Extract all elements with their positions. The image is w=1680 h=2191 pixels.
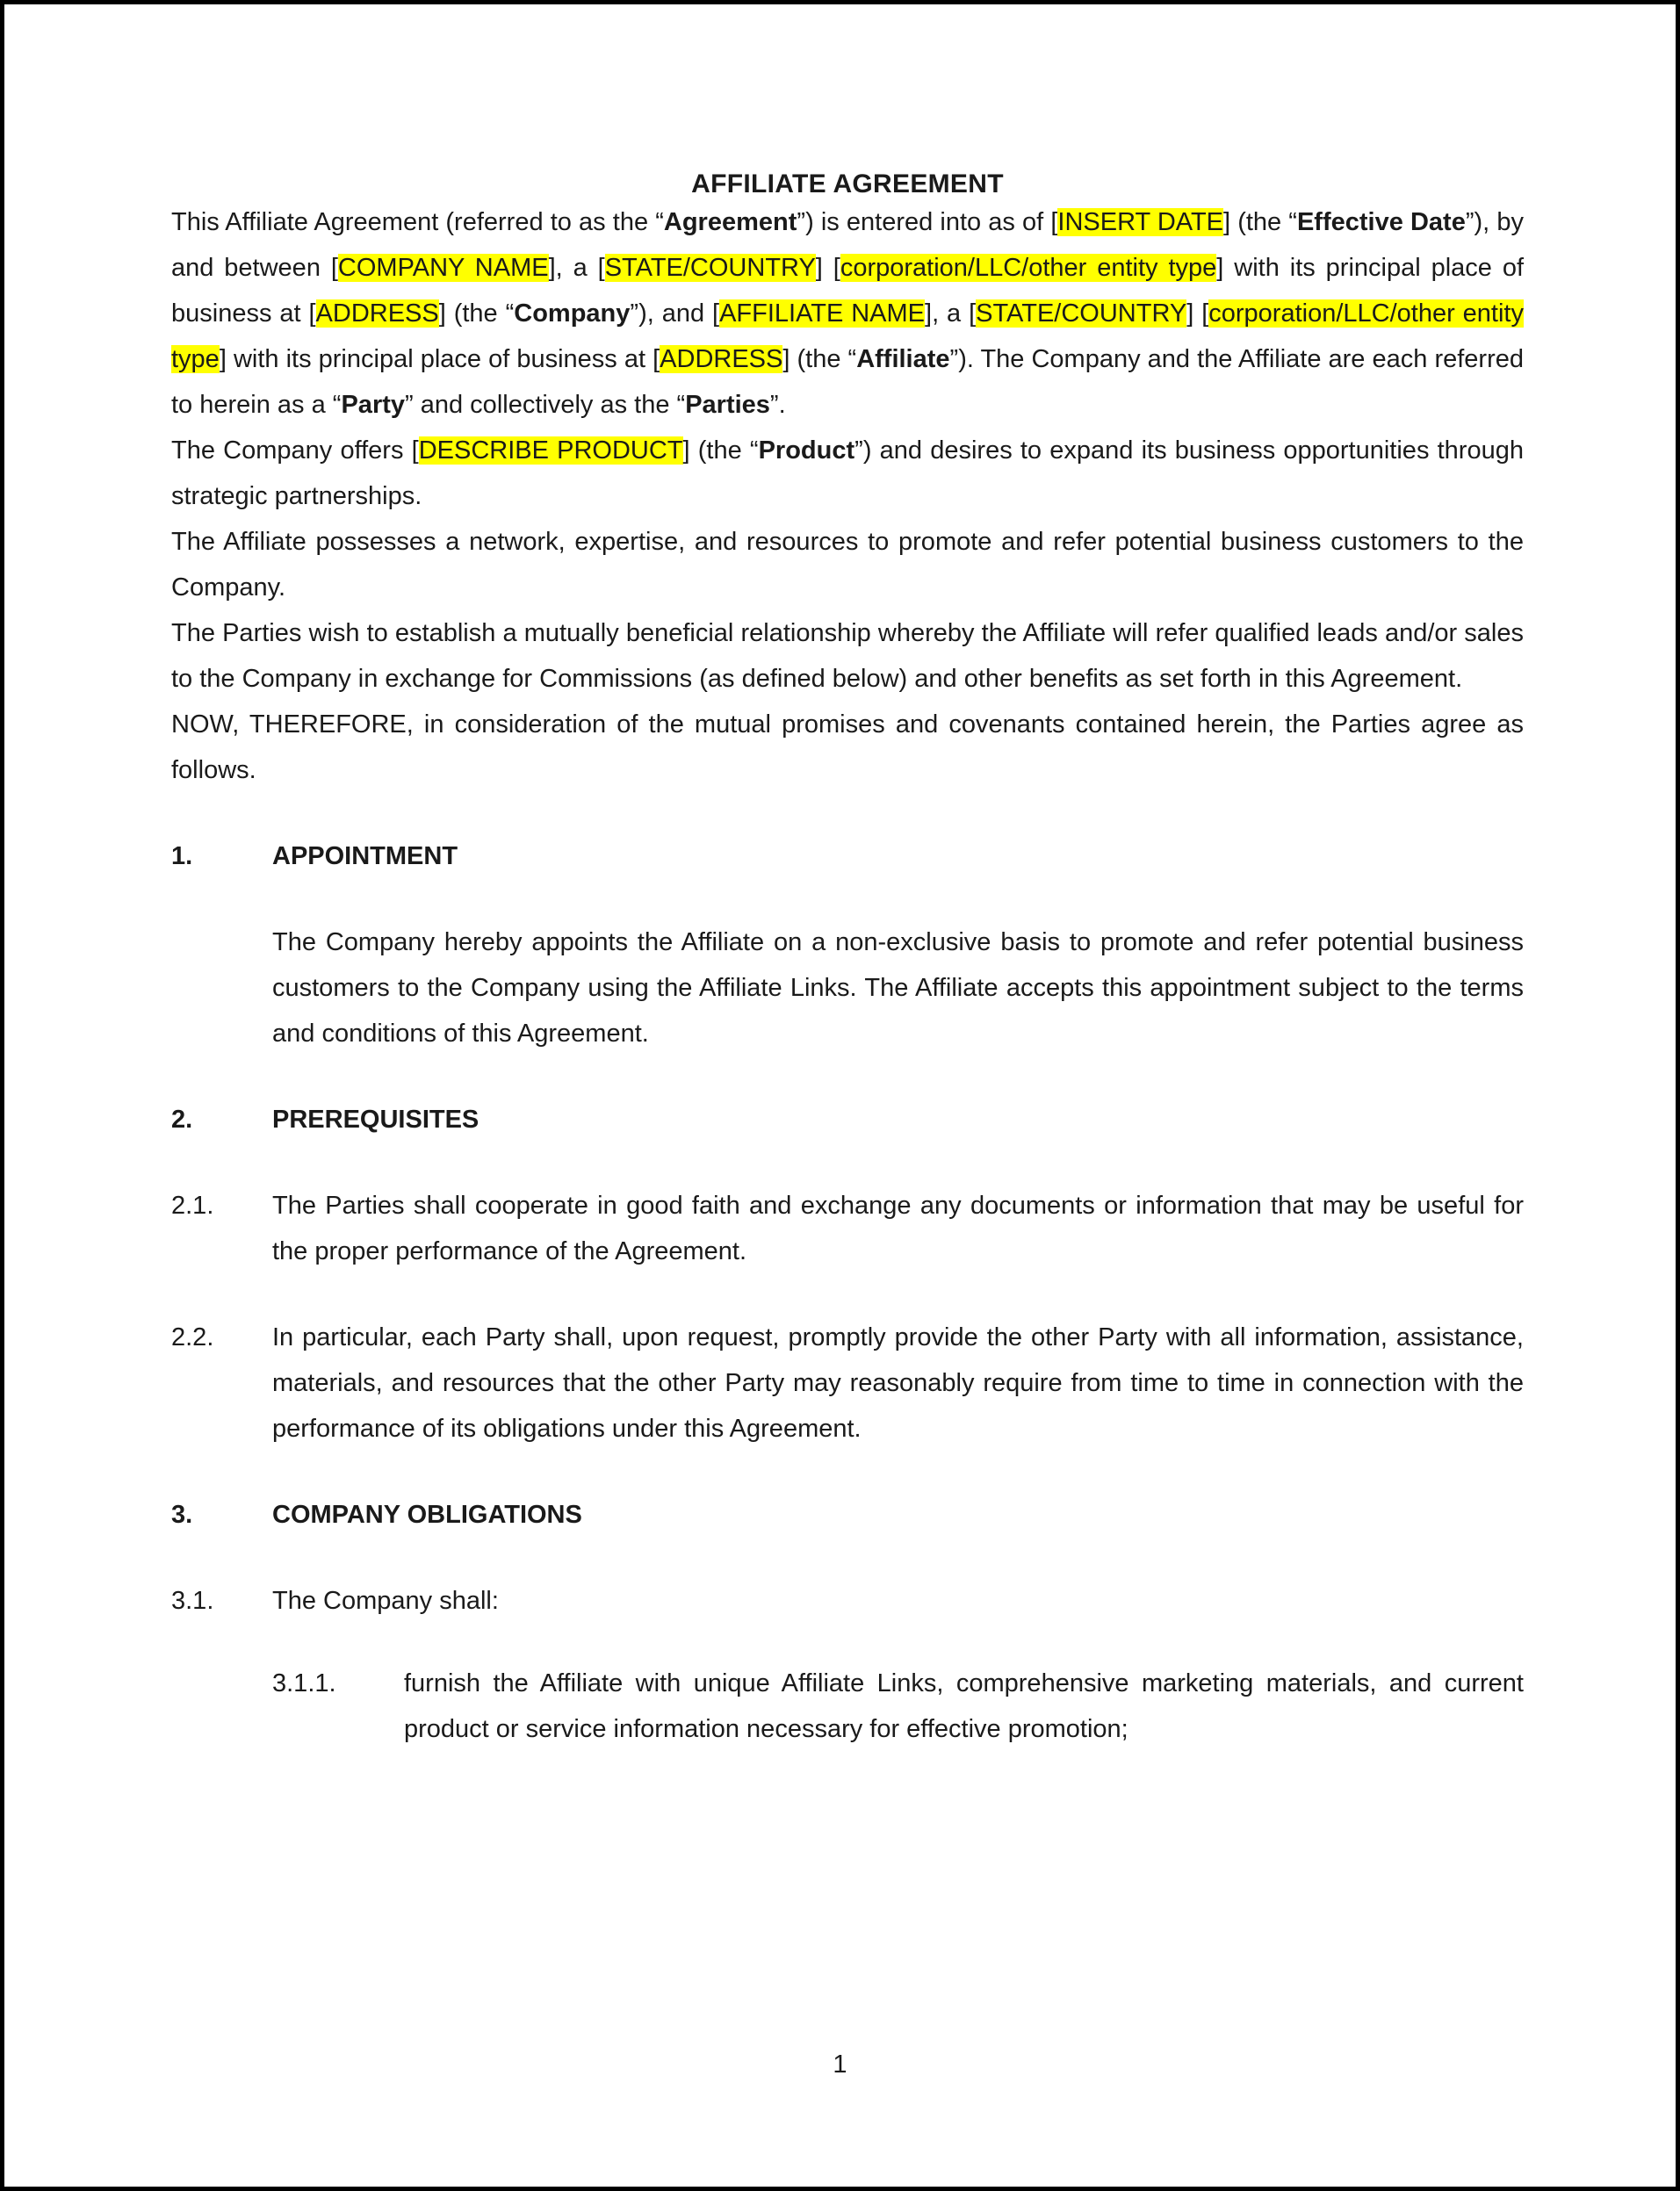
text-run: . bbox=[778, 391, 786, 419]
text-run: ], a [ bbox=[925, 299, 977, 328]
section-number: 1. bbox=[171, 842, 193, 870]
text-run: ] [ bbox=[815, 254, 840, 282]
text-run: ] (the bbox=[438, 299, 506, 328]
quote-open: “ bbox=[1288, 208, 1297, 236]
defined-term-effective-date: Effective Date bbox=[1296, 208, 1466, 236]
placeholder-entity-type-2: corporation/LLC/other entity type bbox=[171, 299, 1524, 373]
quote-close: ” bbox=[769, 391, 779, 419]
quote-close: ” bbox=[1465, 208, 1475, 236]
clause-text: furnish the Affiliate with unique Affiliate Links, comprehensive marketing materials, and current product or service information necessary for effective promotion; bbox=[404, 1669, 1524, 1743]
defined-term-agreement: Agreement bbox=[663, 208, 797, 236]
clause-3-1-1 bbox=[272, 1661, 1524, 1752]
section-heading-3 bbox=[171, 1492, 1524, 1538]
quote-close: ” bbox=[405, 391, 414, 419]
clause-text: In particular, each Party shall, upon request, promptly provide the other Party with all information, assistance, materials, and resources that the other Party may reasonably require from time to time in connection with the performance of its obligations under this Agreement. bbox=[272, 1323, 1524, 1443]
clause-2-2 bbox=[171, 1315, 1524, 1452]
recital-paragraph-1 bbox=[171, 199, 1524, 428]
clause-number: 3.1.1. bbox=[272, 1669, 336, 1697]
quote-open: “ bbox=[749, 436, 759, 465]
section-title: COMPANY OBLIGATIONS bbox=[272, 1501, 582, 1529]
text-run: This Affiliate Agreement (referred to as the bbox=[171, 208, 656, 236]
text-run: ). The Company and the Affiliate are each referred to herein as a bbox=[171, 345, 1524, 419]
section-number: 2. bbox=[171, 1106, 193, 1134]
text-run: ] with its principal place of business at [ bbox=[171, 254, 1525, 328]
quote-open: “ bbox=[676, 391, 686, 419]
defined-term-party: Party bbox=[341, 391, 406, 419]
recital-paragraph-3: The Affiliate possesses a network, expertise, and resources to promote and refer potential business customers to the Company. bbox=[171, 528, 1524, 602]
text-run: ), and [ bbox=[638, 299, 720, 328]
quote-close: ” bbox=[949, 345, 959, 373]
recital-paragraph-5: NOW, THEREFORE, in consideration of the mutual promises and covenants contained herein, the Parties agree as follows. bbox=[171, 710, 1524, 784]
section-title: APPOINTMENT bbox=[272, 842, 458, 870]
defined-term-company: Company bbox=[514, 299, 631, 328]
text-run: ), by and between [ bbox=[171, 208, 1524, 282]
clause-number: 2.2. bbox=[171, 1323, 214, 1351]
quote-open: “ bbox=[655, 208, 664, 236]
page-title: AFFILIATE AGREEMENT bbox=[691, 169, 1004, 198]
clause-3-1 bbox=[171, 1578, 1524, 1624]
placeholder-address-1: ADDRESS bbox=[315, 299, 439, 328]
clause-text: The Parties shall cooperate in good faith and exchange any documents or information that may be useful for the proper performance of the Agreement. bbox=[272, 1192, 1524, 1265]
placeholder-address-2: ADDRESS bbox=[660, 345, 783, 373]
clause-2-1 bbox=[171, 1183, 1524, 1274]
placeholder-company-name: COMPANY NAME bbox=[337, 254, 549, 282]
quote-open: “ bbox=[505, 299, 515, 328]
text-run: ] (the bbox=[782, 345, 848, 373]
quote-open: “ bbox=[332, 391, 342, 419]
defined-term-product: Product bbox=[758, 436, 855, 465]
defined-term-parties: Parties bbox=[685, 391, 770, 419]
placeholder-affiliate-name: AFFILIATE NAME bbox=[719, 299, 926, 328]
text-run: and collectively as the bbox=[413, 391, 677, 419]
text-run: ] (the bbox=[682, 436, 750, 465]
text-run: ) is entered into as of [ bbox=[805, 208, 1058, 236]
text-run: ) and desires to expand its business opportunities through strategic partnerships. bbox=[171, 436, 1524, 510]
clause-number: 2.1. bbox=[171, 1192, 214, 1220]
document-content bbox=[171, 4, 1524, 1752]
text-run: ] [ bbox=[1186, 299, 1209, 328]
section-number: 3. bbox=[171, 1501, 193, 1529]
quote-open: “ bbox=[847, 345, 857, 373]
text-run: ] with its principal place of business at [ bbox=[219, 345, 660, 373]
defined-term-affiliate: Affiliate bbox=[856, 345, 950, 373]
placeholder-describe-product: DESCRIBE PRODUCT bbox=[418, 436, 683, 465]
placeholder-insert-date: INSERT DATE bbox=[1057, 208, 1224, 236]
quote-close: ” bbox=[797, 208, 806, 236]
quote-close: ” bbox=[854, 436, 863, 465]
recital-paragraph-4: The Parties wish to establish a mutually beneficial relationship whereby the Affiliate will refer qualified leads and/or sales to the Company in exchange for Commissions (as defined below) and other benefits as set forth in this Agreement. bbox=[171, 619, 1524, 693]
placeholder-state-country-1: STATE/COUNTRY bbox=[604, 254, 816, 282]
clause-text: The Company shall: bbox=[272, 1587, 499, 1615]
placeholder-entity-type-1: corporation/LLC/other entity type bbox=[840, 254, 1217, 282]
page-number-footer: 1 bbox=[833, 2050, 847, 2079]
text-run: ], a [ bbox=[548, 254, 605, 282]
quote-close: ” bbox=[630, 299, 639, 328]
text-run: ] (the bbox=[1223, 208, 1289, 236]
clause-number: 3.1. bbox=[171, 1587, 214, 1615]
text-run: The Company offers [ bbox=[171, 436, 419, 465]
section-title: PREREQUISITES bbox=[272, 1106, 479, 1134]
section-1-body: The Company hereby appoints the Affiliate on a non-exclusive basis to promote and refer potential business customers to the Company using the Affiliate Links. The Affiliate accepts this appointment subject to the terms and conditions of this Agreement. bbox=[272, 928, 1524, 1048]
placeholder-state-country-2: STATE/COUNTRY bbox=[976, 299, 1187, 328]
section-heading-2 bbox=[171, 1097, 1524, 1142]
recital-paragraph-2 bbox=[171, 428, 1524, 519]
section-heading-1 bbox=[171, 833, 1524, 879]
